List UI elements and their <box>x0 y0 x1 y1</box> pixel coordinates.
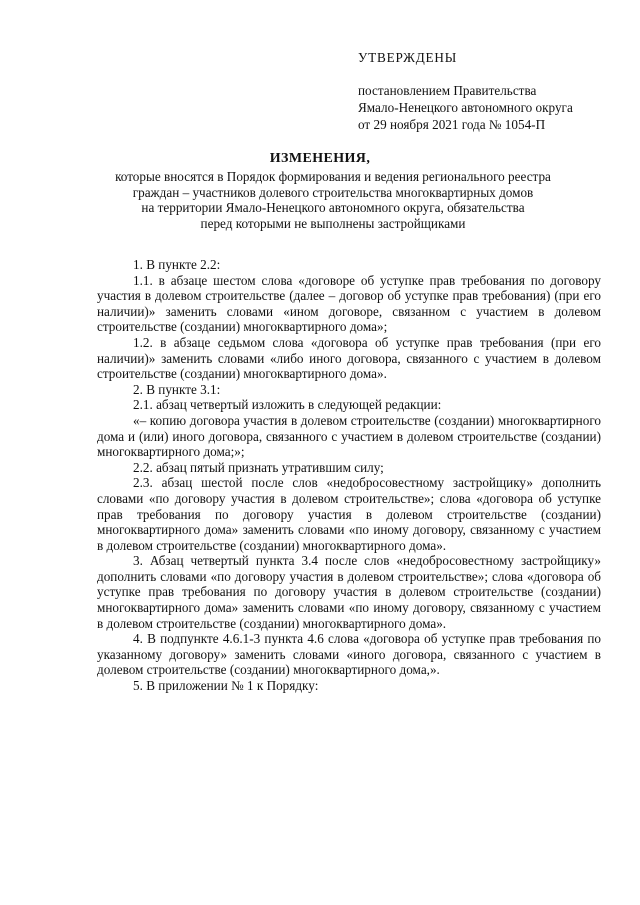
document-title: ИЗМЕНЕНИЯ, <box>269 151 371 166</box>
paragraph: 2.1. абзац четвертый изложить в следующей редакции: <box>133 397 442 413</box>
paragraph: 2. В пункте 3.1: <box>133 381 221 397</box>
subtitle-line: граждан – участников долевого строительства многоквартирных домов <box>132 184 534 200</box>
approval-line: постановлением Правительства <box>358 83 537 98</box>
subtitle-line: перед которыми не выполнены застройщиками <box>200 215 466 231</box>
paragraph: 5. В приложении № 1 к Порядку: <box>133 678 319 694</box>
paragraph: 2.3. абзац шестой после слов «недобросовестному застройщику» дополнить словами «по договору участия в долевом строительстве»; слова «договора об уступке прав требования по договору участия в долевом строительстве (создании) многоквартирного дома» заменить словами «по иному договору, связанному с участием в долевом строительстве (создании) многоквартирного дома». <box>97 475 601 553</box>
paragraph: 4. В подпункте 4.6.1-3 пункта 4.6 слова «договора об уступке прав требования по указанному договору» заменить словами «иного договора, связанного с участием в долевом строительстве (создании) многоквартирного дома,». <box>97 631 601 678</box>
paragraph: 1.2. в абзаце седьмом слова «договора об уступке прав требования (при его наличии)» заменить словами «либо иного договора, связанного с участием в долевом строительстве (создании) многоквартирного дома». <box>97 334 601 382</box>
paragraph: «– копию договора участия в долевом строительстве (создании) многоквартирного дома и (или) иного договора, связанного с участием в долевом строительстве (создании) многоквартирного дома;»; <box>97 412 601 460</box>
paragraph: 2.2. абзац пятый признать утратившим силу; <box>133 459 384 475</box>
document-body <box>97 257 601 694</box>
subtitle-line: которые вносятся в Порядок формирования и ведения регионального реестра <box>115 169 551 184</box>
approval-line: Ямало-Ненецкого автономного округа <box>358 100 573 115</box>
approval-block <box>358 49 573 133</box>
paragraph: 1.1. в абзаце шестом слова «договоре об уступке прав требования по договору участия в долевом строительстве (далее – договор об уступке прав требования) (при его наличии)» заменить словами «ином договоре, связанном с участием в долевом строительстве (создании) многоквартирного дома»; <box>97 272 601 335</box>
approval-line: от 29 ноября 2021 года № 1054-П <box>358 117 546 132</box>
subtitle-line: на территории Ямало-Ненецкого автономного округа, обязательства <box>141 200 525 215</box>
paragraph: 3. Абзац четвертый пункта 3.4 после слов «недобросовестному застройщику» дополнить словами «по договору участия в долевом строительстве»; слова «договора об уступке прав требования по договору участия в долевом строительстве (создании) многоквартирного дома» заменить словами «по иному договору, связанному с участием в долевом строительстве (создании) многоквартирного дома». <box>97 553 601 631</box>
paragraph: 1. В пункте 2.2: <box>133 257 221 272</box>
document-subtitle <box>60 169 606 231</box>
approval-heading: УТВЕРЖДЕНЫ <box>358 50 458 65</box>
